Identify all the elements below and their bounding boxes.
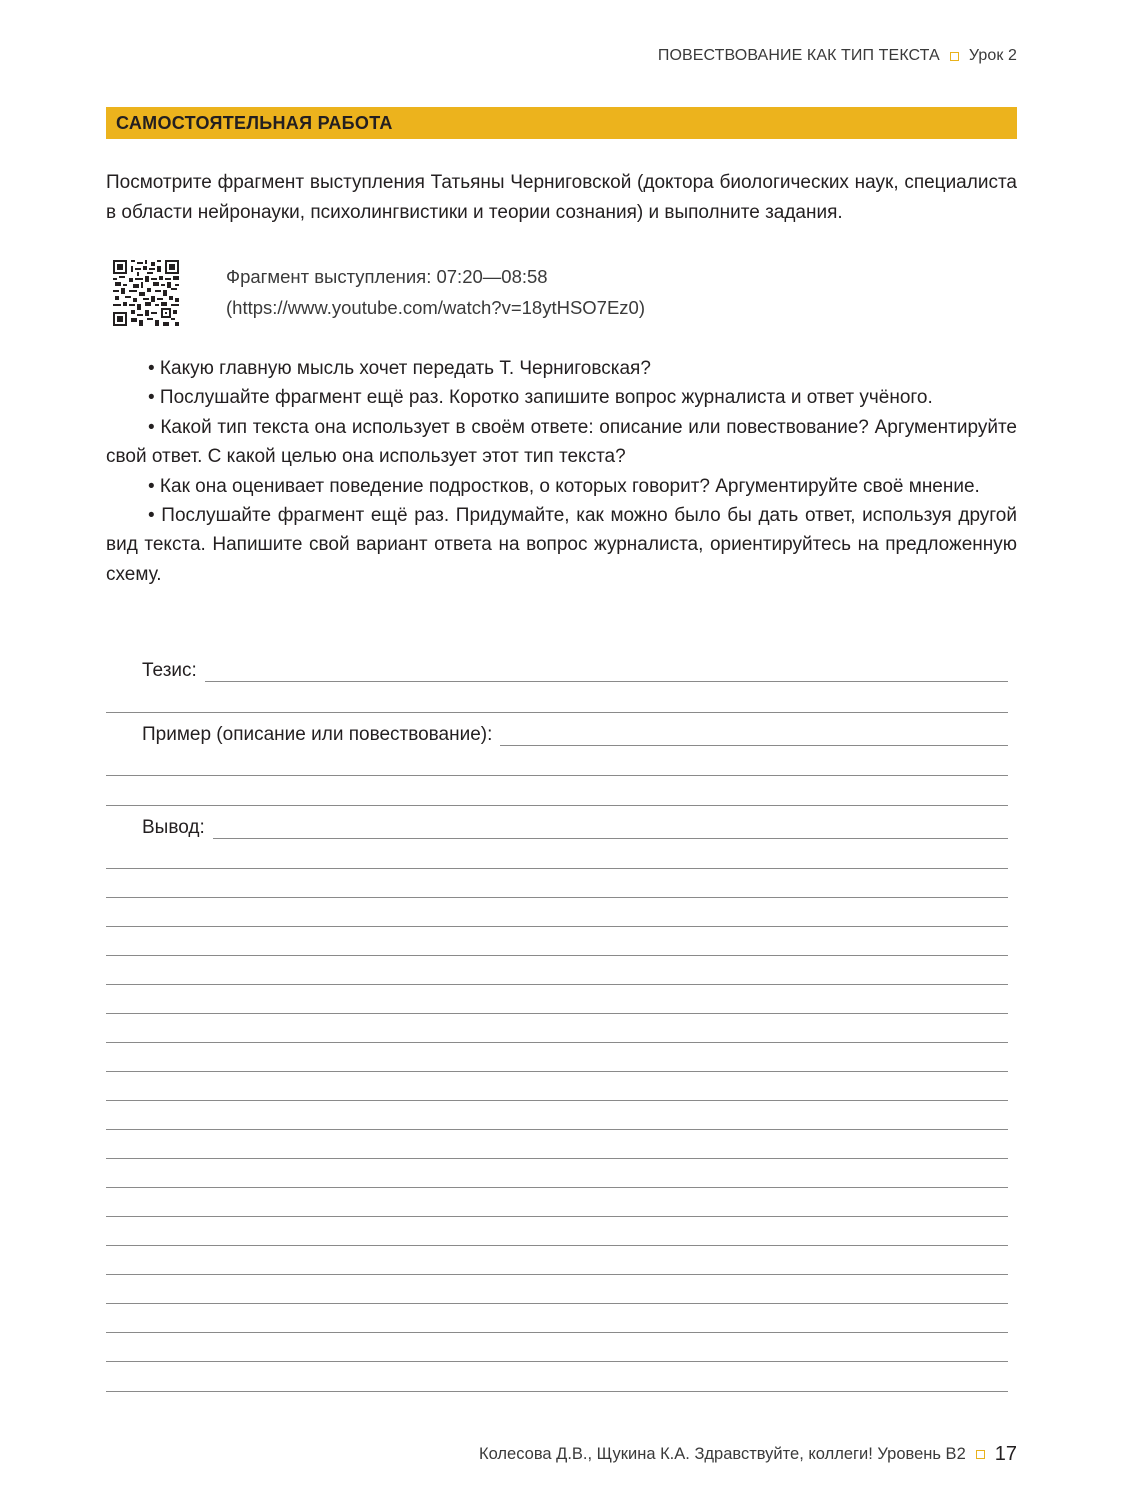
square-bullet-icon (976, 1450, 985, 1459)
video-fragment-time: Фрагмент выступления: 07:20—08:58 (226, 266, 548, 287)
section-title: САМОСТОЯТЕЛЬНАЯ РАБОТА (116, 112, 393, 133)
thesis-line[interactable] (205, 680, 1008, 682)
task-item: • Послушайте фрагмент ещё раз. Придумайте, как можно было бы дать ответ, используя другой вид текста. Напишите свой вариант ответа на вопрос журналиста, ориентируйтесь на предложенную схему. (106, 505, 1017, 585)
thesis-label: Тезис: (142, 660, 197, 681)
page-footer (479, 1443, 1017, 1466)
task-item: • Послушайте фрагмент ещё раз. Коротко запишите вопрос журналиста и ответ учёного. (148, 387, 933, 409)
answer-line[interactable] (106, 984, 1008, 985)
task-item: • Какой тип текста она использует в своём ответе: описание или повествование? Аргументируйте свой ответ. С какой целью она использует этот тип текста? (106, 416, 1017, 468)
answer-line[interactable] (106, 1303, 1008, 1304)
answer-line[interactable] (106, 897, 1008, 898)
example-label: Пример (описание или повествование): (142, 724, 493, 745)
answer-line[interactable] (106, 1071, 1008, 1072)
example-line[interactable] (500, 744, 1008, 746)
answer-line[interactable] (106, 1129, 1008, 1130)
thesis-row[interactable] (142, 660, 1008, 682)
video-info (226, 261, 645, 323)
square-bullet-icon (950, 52, 959, 61)
answer-line[interactable] (106, 955, 1008, 956)
answer-line[interactable] (106, 926, 1008, 927)
page-number: 17 (994, 1443, 1017, 1465)
section-heading-bar (106, 107, 1017, 139)
answer-line[interactable] (106, 1042, 1008, 1043)
answer-line[interactable] (106, 1100, 1008, 1101)
running-header (658, 47, 1017, 65)
book-citation: Колесова Д.В., Щукина К.А. Здравствуйте, коллеги! Уровень В2 (478, 1445, 966, 1463)
chapter-title: ПОВЕСТВОВАНИЕ КАК ТИП ТЕКСТА (657, 47, 940, 64)
answer-line[interactable] (106, 868, 1008, 869)
task-item: • Как она оценивает поведение подростков, о которых говорит? Аргументируйте своё мнение. (148, 475, 980, 497)
answer-line[interactable] (106, 1216, 1008, 1217)
answer-line[interactable] (106, 1391, 1008, 1392)
task-list (106, 354, 1017, 589)
conclusion-row[interactable] (142, 817, 1008, 839)
qr-code-icon[interactable] (113, 260, 179, 326)
answer-line[interactable] (106, 775, 1008, 776)
answer-line[interactable] (106, 1187, 1008, 1188)
conclusion-line[interactable] (213, 837, 1008, 839)
answer-line[interactable] (106, 1245, 1008, 1246)
answer-line[interactable] (106, 1274, 1008, 1275)
answer-line[interactable] (106, 712, 1008, 713)
answer-line[interactable] (106, 1158, 1008, 1159)
conclusion-label: Вывод: (142, 817, 205, 838)
intro-paragraph: Посмотрите фрагмент выступления Татьяны Черниговской (доктора биологических наук, специалиста в области нейронауки, психолингвистики и теории сознания) и выполните задания. (106, 172, 1017, 223)
task-item: • Какую главную мысль хочет передать Т. Черниговская? (148, 358, 651, 379)
lesson-label: Урок 2 (968, 47, 1017, 64)
video-url[interactable]: (https://www.youtube.com/watch?v=18ytHSO7Ez0) (226, 297, 646, 318)
answer-line[interactable] (106, 1361, 1008, 1362)
answer-line[interactable] (106, 1332, 1008, 1333)
answer-line[interactable] (106, 805, 1008, 806)
answer-line[interactable] (106, 1013, 1008, 1014)
example-row[interactable] (142, 724, 1008, 746)
